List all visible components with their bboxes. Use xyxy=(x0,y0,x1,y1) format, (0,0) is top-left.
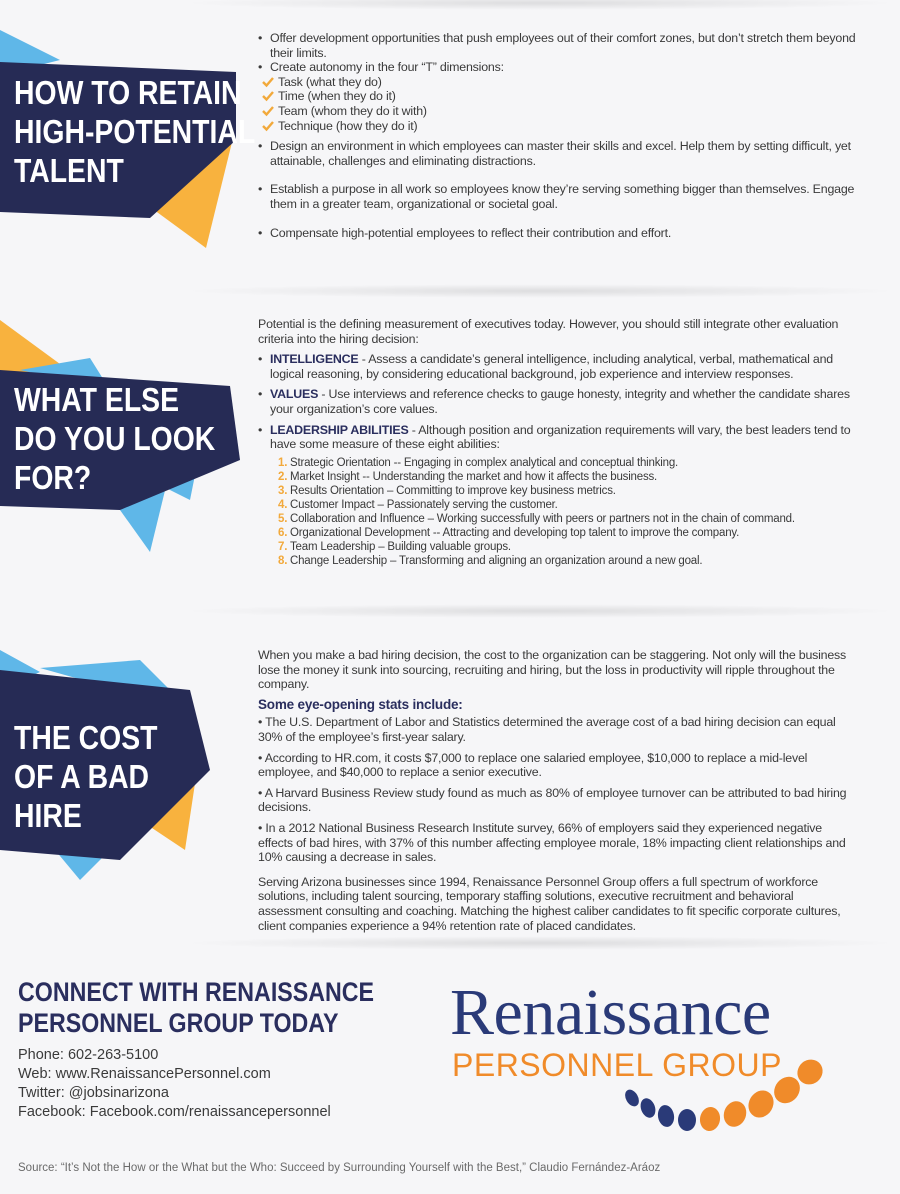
list-item: 7. Team Leadership – Building valuable groups. xyxy=(278,540,511,553)
list-item: • Offer development opportunities that push employees out of their comfort zones, but don’t stretch them beyond their limits. xyxy=(258,31,856,60)
list-item: 2. Market Insight -- Understanding the market and how it affects the business. xyxy=(278,470,658,483)
heading-what-else: WHAT ELSE DO YOU LOOK FOR? xyxy=(14,381,216,496)
section-divider xyxy=(180,936,900,950)
list-item: 4. Customer Impact – Passionately serving the customer. xyxy=(278,498,558,511)
list-item: • LEADERSHIP ABILITIES - Although position and organization requirements will vary, the best leaders tend to have some measure of these eight abilities: xyxy=(258,422,851,452)
check-icon xyxy=(262,105,274,117)
check-icon xyxy=(262,76,274,88)
t-item: Task (what they do) xyxy=(258,75,858,90)
list-item: 6. Organizational Development -- Attracting and developing top talent to improve the company. xyxy=(278,526,740,539)
retain-talent-body xyxy=(258,31,858,240)
t-item: Team (whom they do it with) xyxy=(258,104,858,119)
list-item: 8. Change Leadership – Transforming and aligning an organization around a new goal. xyxy=(278,554,703,567)
stat-item: • A Harvard Business Review study found as much as 80% of employee turnover can be attributed to bad hiring decisions. xyxy=(258,785,847,815)
section-divider xyxy=(180,0,900,10)
abilities-list xyxy=(258,456,858,568)
intro-text: When you make a bad hiring decision, the cost to the organization can be staggering. Not only will the business lose the money it sunk into sourcing, recruiting and hiring, but the loss in productivity will ripple throughout the company. xyxy=(258,648,847,692)
list-item: • INTELLIGENCE - Assess a candidate’s general intelligence, including analytical, verbal, mathematical and logical reasoning, by considering educational background, job experience and interview responses. xyxy=(258,352,833,381)
cost-bad-hire-body xyxy=(258,648,858,933)
phone-text: Phone: 602-263-5100 xyxy=(18,1047,159,1063)
list-item: • Design an environment in which employees can master their skills and excel. Help them by setting difficult, yet attainable, challenges and eliminating distractions. xyxy=(258,139,851,168)
t-item: Technique (how they do it) xyxy=(258,119,858,134)
twitter-link[interactable]: Twitter: @jobsinarizona xyxy=(18,1085,169,1101)
intro-text: Potential is the defining measurement of executives today. However, you should still integrate other evaluation criteria into the hiring decision: xyxy=(258,317,839,346)
renaissance-logo xyxy=(450,978,860,1138)
section-divider xyxy=(180,284,900,298)
logo-dots-icon xyxy=(450,978,860,1138)
heading-retain-talent: HOW TO RETAIN HIGH-POTENTIAL TALENT xyxy=(14,74,256,189)
what-else-body xyxy=(258,317,858,568)
logo-subtitle: PERSONNEL GROUP xyxy=(452,1047,782,1083)
list-item: 3. Results Orientation – Committing to improve key business metrics. xyxy=(278,484,616,497)
list-item: 5. Collaboration and Influence – Working successfully with peers or partners not in the chain of command. xyxy=(278,512,795,525)
section-divider xyxy=(180,604,900,618)
website-link[interactable]: Web: www.RenaissancePersonnel.com xyxy=(18,1066,271,1082)
facebook-link[interactable]: Facebook: Facebook.com/renaissancepersonnel xyxy=(18,1104,331,1120)
t-item: Time (when they do it) xyxy=(258,89,858,104)
heading-cost-bad-hire: THE COST OF A BAD HIRE xyxy=(14,719,158,834)
closing-text: Serving Arizona businesses since 1994, Renaissance Personnel Group offers a full spectrum of workforce solutions, including talent sourcing, temporary staffing solutions, executive recruitment and behavioral assessment consulting and coaching. Matching the highest caliber candidates to fit specific corporate cultures, client companies experience a 94% retention rate of placed candidates. xyxy=(258,874,841,933)
stat-item: • According to HR.com, it costs $7,000 to replace one salaried employee, $10,000 to replace a mid-level employee, and $40,000 to replace a senior executive. xyxy=(258,750,808,780)
list-item: • Create autonomy in the four “T” dimensions: xyxy=(258,60,504,75)
stat-item: • The U.S. Department of Labor and Statistics determined the average cost of a bad hiring decision can equal 30% of the employee’s first-year salary. xyxy=(258,715,836,744)
stat-item: • In a 2012 National Business Research Institute survey, 66% of employers said they experienced negative effects of bad hires, with 37% of this number affecting employee morale, 18% impacting client relationships and 10% causing a decrease in sales. xyxy=(258,820,846,865)
stats-title: Some eye-opening stats include: xyxy=(258,696,463,712)
check-icon xyxy=(262,120,274,132)
source-citation: Source: “It’s Not the How or the What but the Who: Succeed by Surrounding Yourself with the Best,” Claudio Fernández-Aráoz xyxy=(18,1162,661,1174)
list-item: 1. Strategic Orientation -- Engaging in complex analytical and conceptual thinking. xyxy=(278,456,679,469)
check-icon xyxy=(262,90,274,102)
list-item: • VALUES - Use interviews and reference checks to gauge honesty, integrity and whether the candidate shares your organization’s core values. xyxy=(258,387,850,416)
contact-info xyxy=(18,1046,331,1122)
connect-title: CONNECT WITH RENAISSANCE PERSONNEL GROUP TODAY xyxy=(18,977,375,1038)
list-item: • Establish a purpose in all work so employees know they’re serving something bigger than themselves. Engage them in a greater team, organizational or societal goal. xyxy=(258,182,855,211)
list-item: • Compensate high-potential employees to reflect their contribution and effort. xyxy=(258,225,672,240)
logo-wordmark: Renaissance xyxy=(450,976,771,1049)
